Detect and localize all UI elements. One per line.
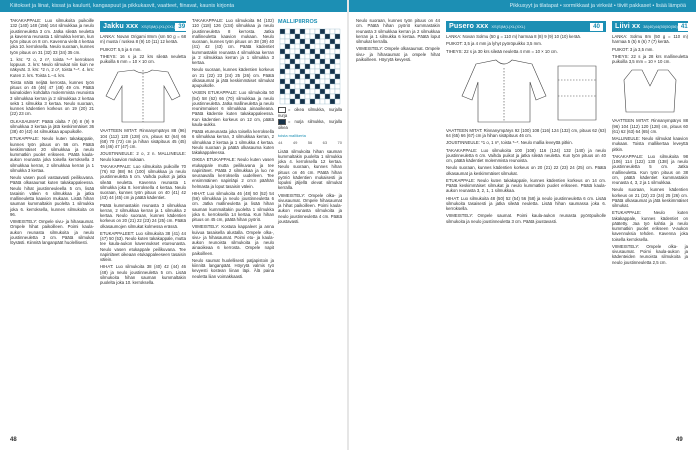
- chart-cell: [300, 94, 305, 99]
- ruler-value: 49: [292, 140, 298, 146]
- chart-cell: [295, 99, 300, 104]
- chart-cell: [315, 64, 320, 69]
- chart-cell: [315, 34, 320, 39]
- text-paragraph: 1. krs: *2 o, 2 n*, toista *–* kerroksen loppuun. 2. krs: Neulo silmukat niin kuin ne näkyvät. 3. krs: *2 n, 2 o*, toista *–*. 4. krs: Kuten 2. krs. Toista 1.–4. krs.: [10, 56, 94, 78]
- column-6: [612, 18, 688, 433]
- page-gutter: [347, 0, 349, 450]
- chart-cell: [325, 49, 330, 54]
- chart-cell: [325, 44, 330, 49]
- column-1: [10, 18, 94, 433]
- chart-cell: [315, 79, 320, 84]
- chart-cell: [285, 94, 290, 99]
- pattern-39-sizes: XS(S)M(L)XL(XXL): [141, 24, 176, 30]
- chart-cell: [305, 99, 310, 104]
- chart-cell: [330, 69, 335, 74]
- chart-cell: [305, 84, 310, 89]
- sweater-diagram-icon: [100, 66, 186, 126]
- chart-cell: [335, 99, 340, 104]
- pattern-39-heading: [100, 21, 186, 32]
- chart-cell: [315, 59, 320, 64]
- chart-cell: [300, 34, 305, 39]
- chart-cell: [320, 84, 325, 89]
- chart-cell: [290, 49, 295, 54]
- text-paragraph: JOUSTINNEULE: 2 o, 2 n. MALLINEULE: Neulo kaavion mukaan.: [100, 151, 186, 162]
- chart-cell: [310, 39, 315, 44]
- chart-cell: [315, 44, 320, 49]
- chart-cell: [300, 54, 305, 59]
- chart-cell: [295, 54, 300, 59]
- text-paragraph: ETUKAPPALE: Neulo kuten takakappale, kunnes kädentiet on päätetty. Jaa työ kahtia ja neulo kummatkin puolet erikseen V-aukon kavennuksia tehden. Kavenna joka toisella kerroksella.: [612, 210, 688, 242]
- text-paragraph: TAKAKAPPALE: Luo silmukoita puikoille 132 (140) 148 (156) 164 silmukkaa ja neulo joustinneuletta 3 cm. Jatka sileää neuletta ja kavenna reunasta 1 silmukka kerran, kun työn pituus on 8 cm. Kavenna vielä 4 kertaa joka 10. kerroksella. Neulo suoraan, kunnes työn pituus on 31 (32) 33 (34) 35 cm.: [10, 18, 94, 55]
- chart-cell: [335, 69, 340, 74]
- chart-cell: [335, 84, 340, 89]
- chart-cell: [320, 34, 325, 39]
- text-paragraph: VIIMEISTELY: Kostuta kappaleet ja anna kuivua tasaisella alustalla. Ompele olka-, sivu- ja hihasaumat. Poimi etu- ja kaula-aukon reunoista silmukoita ja neulo ainaoikeaa 6 kerrosta. Ompele napit paikoilleen.: [192, 224, 274, 256]
- chart-cell: [285, 29, 290, 34]
- chart-cell: [290, 84, 295, 89]
- chart-cell: [305, 94, 310, 99]
- chart-cell: [330, 44, 335, 49]
- chart-cell: [335, 64, 340, 69]
- chart-cell: [300, 59, 305, 64]
- text-paragraph: TAKAKAPPALE: Luo silmukoita 98 (106) 114 (122) 130 (138) ja neulo joustinneuletta 5 cm. Jatka mallineuletta. Kun työn pituus on 38 cm, päätä kädentiet kummastakin reunasta 4, 3, 2 ja 1 silmukkaa.: [612, 153, 688, 185]
- chart-cell: [280, 64, 285, 69]
- chart-cell: [285, 99, 290, 104]
- chart-cell: [310, 74, 315, 79]
- column-2: [100, 18, 186, 433]
- pattern-40-text: [446, 128, 606, 224]
- chart-cell: [290, 99, 295, 104]
- chart-cell: [295, 39, 300, 44]
- pattern-39-number: 39: [175, 23, 186, 31]
- legend-knit: [278, 107, 342, 118]
- knit-chart-icon: [278, 27, 342, 105]
- chart-cell: [290, 69, 295, 74]
- ruler-value: 63: [322, 140, 328, 146]
- chart-cell: [315, 29, 320, 34]
- chart-cell: [330, 29, 335, 34]
- left-page-number: 48: [10, 437, 17, 443]
- chart-cell: [310, 34, 315, 39]
- text-paragraph: VAATTEEN MITAT: Rinnanympärys 88 (96) 104 (112) 120 (128) cm, pituus 60 (61) 62 (63) 64 (65) cm.: [612, 118, 688, 134]
- pattern-41-title: Liivi xx: [615, 21, 641, 31]
- chart-cell: [320, 94, 325, 99]
- text-paragraph: Neulo suoraan, kunnes kädentien korkeus on 21 (22) 23 (24) 25 (26) cm. Päätä olkasaumat ja jätä keskimmäiset silmukat.: [612, 187, 688, 208]
- chart-cell: [310, 64, 315, 69]
- chart-cell: [290, 54, 295, 59]
- chart-cell: [285, 89, 290, 94]
- ruler-value: 56: [307, 140, 313, 146]
- chart-cell: [330, 54, 335, 59]
- chart-cell: [325, 59, 330, 64]
- chart-cell: [280, 89, 285, 94]
- chart-cell: [335, 29, 340, 34]
- pattern-40-number: 40: [590, 23, 603, 31]
- text-paragraph: MALLINEULE: Neulo silmukat kaavion mukaan. Toista mallikertaa leveyttä pitkin.: [612, 136, 688, 152]
- chart-cell: [295, 64, 300, 69]
- chart-cell: [330, 74, 335, 79]
- legend-knit-label: = oikea silmukka, nurjalla nurja: [278, 107, 342, 119]
- chart-cell: [330, 84, 335, 89]
- pattern-40-heading: [446, 21, 606, 32]
- cardigan-diagram-icon: [446, 56, 606, 126]
- pattern-39-title: Jakku xxx: [103, 21, 139, 31]
- chart-cell: [330, 34, 335, 39]
- chart-cell: [310, 29, 315, 34]
- column-3: [192, 18, 342, 433]
- pattern-40-title: Pusero xxx: [449, 21, 489, 31]
- column-5: [446, 18, 606, 433]
- text-paragraph: HIHAT: Luo silmukoita 48 (50) 52 (54) 56 (58) ja neulo joustinneuletta 6 cm. Lisää silmukoita tasaisesti ja jatka sileää neuletta. Lisää hihan saumassa joka 6. kerroksella.: [446, 195, 606, 211]
- text-paragraph: TAKAKAPPALE: Luo silmukoita 100 (108) 116 (124) 132 (140) ja neulo joustinneuletta 6 cm. Vaihda puikot ja jatka sileää neuletta. Kun työn pituus on 40 cm, päätä kädentiet molemmista reunoista.: [446, 147, 606, 163]
- chart-cell: [280, 34, 285, 39]
- chart-cell: [305, 74, 310, 79]
- column-3-text: [192, 18, 274, 281]
- ruler-value: 70: [337, 140, 342, 146]
- chart-cell: [320, 89, 325, 94]
- chart-cell: [290, 29, 295, 34]
- chart-cell: [315, 84, 320, 89]
- chart-cell: [310, 84, 315, 89]
- chart-cell: [325, 69, 330, 74]
- pattern-39-yarn: LANKA: Novan Origami 8mm (sm 50 g = 68 m) musta / ruskea 8 (9) 10 (11) 12 kerää.: [100, 34, 186, 45]
- chart-cell: [280, 74, 285, 79]
- text-paragraph: ETUKAPPALEET: Luo silmukoita 38 (41) 44 (47) 50 (53). Neulo kuten takakappale, mutta tee kaula-aukon kavennukset etureunasta. Neulo vasen etukappale peilikuvana. Tee napinlävet oikeaan etukappaleeseen tasaisin välein.: [100, 230, 186, 262]
- chart-cell: [295, 69, 300, 74]
- text-paragraph: OLKASAUMAT: Päätä olalta 7 (8) 8 (9) 9 silmukkaa 3 kertaa ja jätä keskimmäiset 36 (38) 40 (42) 44 silmukkaa apupuikolle.: [10, 118, 94, 134]
- chart-cell: [310, 79, 315, 84]
- pattern-41-lead: LANKA: Solmu 8m (50 g = 110 m) harmaa 5 (5) 6 (6) 7 (7) kerää.: [612, 34, 688, 45]
- chart-cell: [325, 64, 330, 69]
- chart-cell: [285, 79, 290, 84]
- chart-cell: [310, 54, 315, 59]
- text-paragraph: Neulo vasen puoli vastaavasti peilikuvana. Päätä olkasaumat kuten takakappaleessa. Neulo hihat joustinneuleella 5 cm, lisää tasaisin välein 6 silmukkaa ja jatka mallineuletta kaavion mukaan. Lisää hihan sauman kummaltakin puolelta 1 silmukka joka 6. kerroksella, kunnes silmukoita on 96.: [10, 175, 94, 217]
- chart-cell: [280, 49, 285, 54]
- text-paragraph: VIIMEISTELY: Ompele sivu- ja hihasaumat. Ompele hihat paikoilleen. Poimi kaula-aukon reunasta silmukoita ja neulo joustinneuletta 3 cm. Päätä silmukat löysästi. Kiinnitä langanpäät huolellisesti.: [10, 219, 94, 245]
- text-paragraph: Päätä etureunasta joka toisella kerroksella 6 silmukkaa kerran, 3 silmukkaa kerran, 2 silmukkaa 2 kertaa ja 1 silmukka 4 kertaa. Neulo suoraan ja päätä olkasauma kuten takakappaleessa.: [192, 129, 274, 155]
- chart-cell: [330, 99, 335, 104]
- chart-legend: [278, 107, 342, 130]
- legend-purl: [278, 119, 342, 130]
- chart-cell: [295, 44, 300, 49]
- chart-cell: [295, 34, 300, 39]
- chart-cell: [295, 49, 300, 54]
- pattern-40-yarn: LANKA: Novan Solmu (50 g = 110 m) harmaa 8 (8) 9 (9) 10 (10) kerää.: [446, 34, 581, 39]
- chart-cell: [295, 79, 300, 84]
- chart-cell: [300, 64, 305, 69]
- text-paragraph: Neulo suoraan, kunnes työn pituus on 44 cm. Päätä hihan pyöriö kummastakin reunasta 3 silmukkaa kerran ja 2 silmukkaa kerran ja 1 silmukka 6 kertaa. Päätä loput silmukat kerralla.: [356, 18, 440, 44]
- chart-cell: [310, 59, 315, 64]
- text-paragraph: Neulo suoraan, kunnes kädentien korkeus on 21 (22) 23 (24) 25 (26) cm. Päätä olkasaumat ja jätä keskimmäiset silmukat apupuikolle.: [192, 67, 274, 88]
- chart-cell: [285, 34, 290, 39]
- chart-cell: [330, 64, 335, 69]
- chart-cell: [335, 34, 340, 39]
- pattern-39-needles: PUIKOT: 5,5 ja 6 mm.: [100, 46, 142, 52]
- chart-cell: [335, 74, 340, 79]
- text-paragraph: VIIMEISTELY: Ompele olka- ja sivusaumat. Ompele hihasaumat ja hihat paikoilleen. Poimi kaula-aukon reunasta silmukoita ja neulo joustinneuletta 4 cm. Päätä joustavasti.: [278, 192, 342, 224]
- chart-cell: [280, 39, 285, 44]
- chart-cell: [310, 94, 315, 99]
- chart-cell: [290, 34, 295, 39]
- text-paragraph: HIHAT: Luo silmukoita 38 (40) 42 (44) 46 (48) ja neulo joustinneuletta 5 cm. Lisää silmukoita hihan sauman kummaltakin puolelta joka 10. kerroksella.: [100, 264, 186, 285]
- text-paragraph: VIIMEISTELY: Ompele saumat. Poimi kaula-aukon reunasta pyöröpuikolle silmukoita ja neulo joustinneuletta 3 cm. Päätä joustavasti.: [446, 213, 606, 224]
- pattern-chart-block: [278, 18, 342, 281]
- chart-cell: [290, 39, 295, 44]
- chart-cell: [305, 49, 310, 54]
- chart-cell: [280, 59, 285, 64]
- chart-cell: [300, 79, 305, 84]
- text-paragraph: ETUKAPPALE: Neulo kuten takakappale, kunnes kädentien korkeus on 14 cm. Päätä keskimmäiset silmukat ja neulo kummatkin puolet erikseen. Päätä kaula-aukon reunasta 3, 2, 1, 1 silmukkaa.: [446, 177, 606, 194]
- chart-cell: [295, 74, 300, 79]
- text-paragraph: JOUSTINNEULE: *1 o, 1 n*, toista *–*. Neulo mallia leveyttä pitkin.: [446, 140, 573, 146]
- pattern-40-gauge: TIHEYS: 22 s ja 30 krs sileää neuletta 4 mm = 10 × 10 cm.: [446, 48, 558, 54]
- right-page-number: 49: [676, 437, 683, 443]
- legend-purl-label: = nurja silmukka, nurjalla oikea: [278, 118, 342, 130]
- chart-cell: [320, 54, 325, 59]
- chart-cell: [290, 59, 295, 64]
- chart-cell: [320, 74, 325, 79]
- chart-cell: [330, 94, 335, 99]
- chart-cell: [305, 64, 310, 69]
- chart-cell: [315, 49, 320, 54]
- chart-cell: [320, 39, 325, 44]
- text-paragraph: Neulo suoraan, kunnes kädentien korkeus on 20 (21) 22 (23) 24 (25) cm. Päätä olkasaumat ja keskimmäiset silmukat.: [446, 165, 606, 176]
- chart-cell: [290, 89, 295, 94]
- chart-cell: [305, 39, 310, 44]
- vest-diagram-icon: [612, 66, 688, 116]
- column-4: [356, 18, 440, 433]
- chart-cell: [290, 74, 295, 79]
- chart-cell: [325, 94, 330, 99]
- pattern-41-tiheys: TIHEYS: 22 s ja 28 krs mallineuletta puikoilla 3,5 mm = 10 × 10 cm.: [612, 53, 688, 64]
- chart-cell: [325, 89, 330, 94]
- chart-cell: [280, 69, 285, 74]
- chart-cell: [300, 69, 305, 74]
- text-paragraph: VIIMEISTELY: Ompele olkasaumat. Ompele sivu- ja hihasaumat ja ompele hihat paikoilleen. Höyrytä kevyesti.: [356, 46, 440, 62]
- chart-cell: [290, 79, 295, 84]
- chart-cell: [325, 29, 330, 34]
- chart-cell: [320, 64, 325, 69]
- pattern-40-needles: PUIKOT: 3,5 ja 4 mm ja lyhyt pyöröpuikko 3,5 mm.: [446, 41, 542, 47]
- chart-cell: [300, 84, 305, 89]
- chart-cell: [325, 74, 330, 79]
- text-paragraph: Päätä kummastakin reunasta 3 silmukkaa kerran, 2 silmukkaa kerran ja 1 silmukka 2 kertaa. Neulo suoraan, kunnes kädentien korkeus on 20 (21) 22 (23) 24 (25) cm. Päätä olkasaumojen silmukat kolmessa erässä.: [100, 202, 186, 229]
- chart-cell: [300, 89, 305, 94]
- text-paragraph: VASEN ETUKAPPALE: Luo silmukoita 50 (54) 58 (62) 66 (70) silmukkaa ja neulo joustinneuletta. Jatka mallineuletta ja neulo reunimmaiset 6 silmukkaa ainaoikeana. Päätä kädentie kuten takakappaleessa. Kun kädentien korkeus on 12 cm, päätä kaula-aukko.: [192, 90, 274, 127]
- chart-cell: [300, 44, 305, 49]
- text-paragraph: TAKAKAPPALE: Luo silmukoita puikoille 70 (76) 82 (88) 94 (100) silmukkaa ja neulo joustinneuletta 5 cm. Vaihda puikot ja jatka sileää neuletta. Kavenna reunasta 1 silmukka joka 8. kerroksella 4 kertaa. Neulo suoraan, kunnes työn pituus on 40 (41) 42 (43) 44 (45) cm ja päätä kädentiet.: [100, 163, 186, 201]
- chart-cell: [295, 89, 300, 94]
- chart-cell: [315, 69, 320, 74]
- pattern-40-sizes: XS(S)M(L)XL(XXL): [491, 24, 526, 30]
- chart-cell: [310, 49, 315, 54]
- chart-cell: [285, 49, 290, 54]
- chart-cell: [310, 69, 315, 74]
- chart-cell: [320, 44, 325, 49]
- chart-cell: [335, 59, 340, 64]
- pattern-39-text: [100, 128, 186, 285]
- chart-cell: [325, 99, 330, 104]
- pattern-41-heading: [612, 21, 688, 32]
- column-3b-text: [278, 149, 342, 225]
- chart-cell: [320, 59, 325, 64]
- chart-cell: [310, 89, 315, 94]
- chart-cell: [335, 79, 340, 84]
- pattern-41-number: 41: [678, 23, 688, 31]
- chart-cell: [280, 54, 285, 59]
- chart-cell: [330, 39, 335, 44]
- chart-cell: [335, 89, 340, 94]
- chart-cell: [315, 99, 320, 104]
- chart-cell: [315, 54, 320, 59]
- chart-cell: [305, 34, 310, 39]
- chart-cell: [285, 64, 290, 69]
- chart-cell: [305, 54, 310, 59]
- chart-cell: [330, 59, 335, 64]
- chart-cell: [310, 44, 315, 49]
- chart-cell: [305, 59, 310, 64]
- chart-cell: [285, 74, 290, 79]
- chart-cell: [320, 69, 325, 74]
- chart-cell: [300, 29, 305, 34]
- text-paragraph: Toista näitä neljää kerrosta, kunnes työn pituus on 45 (46) 47 (48) 49 cm. Päätä kainaloiden kohdalta molemmista reunoista 3 silmukkaa kerran ja 2 silmukkaa 2 kertaa sekä 1 silmukka 3 kertaa. Neulo suoraan, kunnes kädentien korkeus on 19 (20) 21 (22) 23 cm.: [10, 79, 94, 117]
- chart-cell: [330, 79, 335, 84]
- right-page-header: Pikkusyyt ja tilatapat • sormikkaat ja virkeät • tiiviit pakkaset • lisää lämpöä: [349, 0, 696, 12]
- text-paragraph: OIKEA ETUKAPPALE: Neulo kuten vasen etukappale mutta peilikuvana ja tee napinlävet. Päätä 2 silmukkaa ja luo ne seuraavalla kerroksella uudelleen. Tee ensimmäinen napinläpi 2 cm:n päähän helmasta ja loput tasaisin välein.: [192, 157, 274, 189]
- chart-ruler: [278, 140, 342, 145]
- chart-cell: [315, 39, 320, 44]
- chart-cell: [305, 89, 310, 94]
- chart-cell: [285, 39, 290, 44]
- chart-cell: [325, 39, 330, 44]
- ruler-value: 44: [278, 140, 283, 146]
- chart-cell: [325, 84, 330, 89]
- chart-cell: [280, 79, 285, 84]
- pattern-39-gauge: TIHEYS: 16 s ja 22 krs sileää neuletta puikoilla 6 mm = 10 × 10 cm.: [100, 53, 186, 64]
- chart-cell: [295, 94, 300, 99]
- chart-cell: [285, 44, 290, 49]
- left-page-header: Kiitokset ja liinat, kissat ja kaulurit, kangaspuut ja pikkukasvit, vaatteet, fiinavat, kaunis kirjonta: [0, 0, 347, 12]
- chart-cell: [280, 94, 285, 99]
- chart-cell: [305, 69, 310, 74]
- chart-cell: [320, 79, 325, 84]
- text-paragraph: Lisää silmukoita hihan sauman kummaltakin puolelta 1 silmukka joka 4. kerroksella 12 kertaa. Neulo suoraan, kunnes hihan pituus on 46 cm. Päätä hihan pyöriö kädentien mukaisesti ja lopuksi jäljellä olevat silmukat kerralla.: [278, 148, 342, 191]
- chart-cell: [305, 29, 310, 34]
- chart-cell: [315, 94, 320, 99]
- chart-cell: [300, 39, 305, 44]
- chart-cell: [295, 84, 300, 89]
- chart-cell: [290, 64, 295, 69]
- chart-cell: [285, 59, 290, 64]
- chart-cell: [330, 89, 335, 94]
- text-paragraph: Neulo saumat huolellisesti patjapistoin ja kiinnitä langanpäät. Höyrytä valmis työ kevyesti kostean liinan läpi. Älä paina neuletta liian voimakkaasti.: [192, 257, 274, 279]
- chart-cell: [285, 54, 290, 59]
- chart-cell: [325, 79, 330, 84]
- chart-cell: [295, 59, 300, 64]
- chart-cell: [335, 44, 340, 49]
- text-paragraph: VIIMEISTELY: Ompele olka- ja sivusaumat. Poimi kaula-aukon ja kädenteiden reunoista silmukoita ja neulo joustinneuletta 2,5 cm.: [612, 243, 688, 265]
- chart-cell: [280, 29, 285, 34]
- chart-cell: [335, 54, 340, 59]
- text-paragraph: VAATTEEN MITAT: Rinnanympärys 88 (96) 104 (112) 120 (128) cm, pituus 62 (64) 66 (68) 70 (72) cm ja hihan sisäpituus 45 (45) 46 (46) 47 (47) cm.: [100, 128, 186, 149]
- chart-cell: [310, 99, 315, 104]
- chart-cell: [305, 44, 310, 49]
- chart-cell: [290, 44, 295, 49]
- text-paragraph: TAKAKAPPALE: Luo silmukoita 94 (102) 110 (118) 126 (134) silmukkaa ja neulo joustinneuletta 8 kerrosta. Jatka mallineuletta kaavion mukaan. Neulo suoraan, kunnes työn pituus on 38 (39) 40 (41) 42 (43) cm. Päätä kädentiet kummastakin reunasta 4 silmukkaa kerran ja 2 silmukkaa kerran ja 1 silmukka 3 kertaa.: [192, 18, 274, 65]
- chart-cell: [330, 49, 335, 54]
- chart-title: MALLIPIIRROS: [278, 19, 318, 25]
- text-paragraph: HIHAT: Luo silmukoita 46 (48) 50 (52) 54 (56) silmukkaa ja neulo joustinneuletta 6 cm. Jatka mallineuletta ja lisää hihan sauman kummaltakin puolelta 1 silmukka joka 6. kerroksella 14 kertaa. Kun hihan pituus on 45 cm, päätä hihan pyöriö.: [192, 190, 274, 222]
- pattern-41-sizes: 38(40)44(50)50(56): [643, 24, 678, 30]
- pattern-41-puikot: PUIKOT: 3 ja 3,5 mm.: [612, 46, 654, 52]
- chart-cell: [280, 84, 285, 89]
- chart-cell: [320, 29, 325, 34]
- chart-cell: [335, 94, 340, 99]
- chart-cell: [290, 94, 295, 99]
- chart-cell: [335, 49, 340, 54]
- chart-cell: [315, 74, 320, 79]
- text-paragraph: VAATTEEN MITAT: Rinnanympärys 92 (100) 108 (116) 124 (132) cm, pituus 62 (63) 64 (65) 66 (67) cm ja hihan sisäpituus 46 cm.: [446, 127, 606, 138]
- chart-cell: [320, 99, 325, 104]
- chart-cell: [285, 69, 290, 74]
- repeat-note: toista mallikerta: [278, 133, 306, 139]
- chart-cell: [320, 49, 325, 54]
- chart-cell: [335, 39, 340, 44]
- text-paragraph: ETUKAPPALE: Neulo kuten takakappale, kunnes työn pituus on 56 cm. Päätä keskimmäiset 20 silmukkaa ja neulo kummatkin puolet erikseen. Päätä kaula-aukon reunasta joka toisella kerroksella 3 silmukkaa kerran, 2 silmukkaa kerran ja 1 silmukka 3 kertaa.: [10, 136, 94, 173]
- chart-cell: [305, 79, 310, 84]
- chart-cell: [325, 54, 330, 59]
- chart-cell: [300, 49, 305, 54]
- chart-cell: [315, 89, 320, 94]
- chart-cell: [300, 74, 305, 79]
- chart-cell: [280, 44, 285, 49]
- chart-cell: [295, 29, 300, 34]
- chart-cell: [325, 34, 330, 39]
- chart-cell: [280, 99, 285, 104]
- chart-cell: [285, 84, 290, 89]
- chart-cell: [300, 99, 305, 104]
